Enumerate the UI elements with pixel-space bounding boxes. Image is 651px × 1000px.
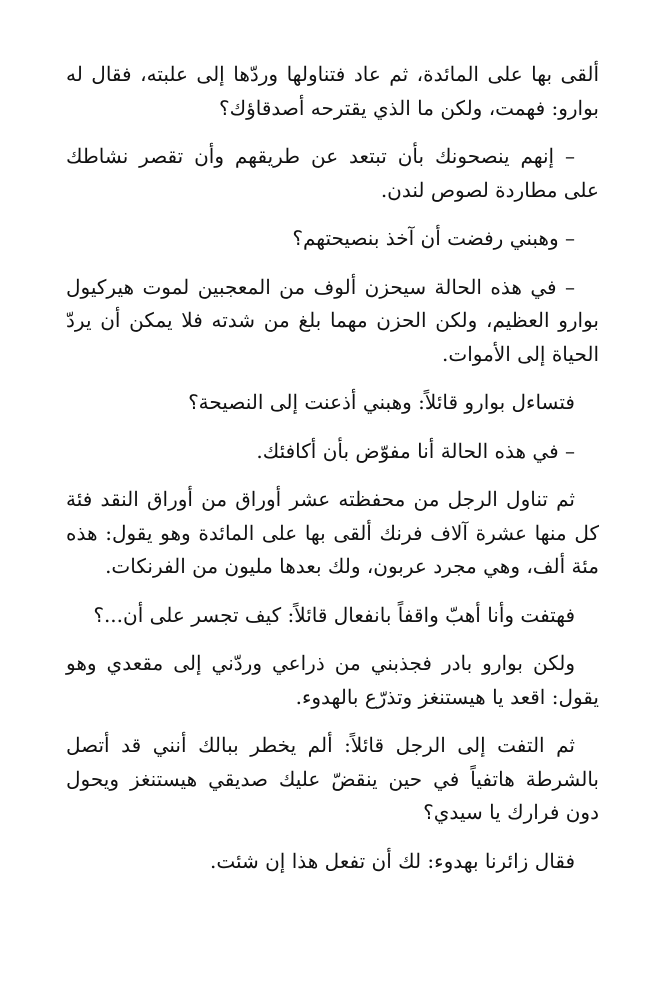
paragraph-3: – وهبني رفضت أن آخذ بنصيحتهم؟ <box>292 226 575 250</box>
paragraph-10: ثم التفت إلى الرجل قائلاً: ألم يخطر ببالك أنني قد أتصل بالشرطة هاتفياً في حين ينقضّ عليك صديقي هيستنغز ويحول دون فرارك يا سيدي؟ <box>66 733 599 824</box>
paragraph-5: فتساءل بوارو قائلاً: وهبني أذعنت إلى النصيحة؟ <box>188 390 575 414</box>
paragraph-1: ألقى بها على المائدة، ثم عاد فتناولها وردّها إلى علبته، فقال له بوارو: فهمت، ولكن ما الذي يقترحه أصدقاؤك؟ <box>66 62 599 120</box>
paragraph-6: – في هذه الحالة أنا مفوّض بأن أكافئك. <box>256 438 575 463</box>
paragraph-7: ثم تناول الرجل من محفظته عشر أوراق من أوراق النقد فئة كل منها عشرة آلاف فرنك ألقى بها على المائدة وهو يقول: هذه مئة ألف، وهي مجرد عربون، ولك بعدها مليون من الفرنكات. <box>66 487 599 578</box>
paragraph-8: فهتفت وأنا أهبّ واقفاً بانفعال قائلاً: كيف تجسر على أن...؟ <box>93 602 575 627</box>
paragraph-9: ولكن بوارو بادر فجذبني من ذراعي وردّني إلى مقعدي وهو يقول: اقعد يا هيستنغز وتذرّع بالهدوء. <box>66 651 599 709</box>
paragraph-4: – في هذه الحالة سيحزن ألوف من المعجبين لموت هيركيول بوارو العظيم، ولكن الحزن مهما بلغ من شدته فلا يمكن أن يردّ الحياة إلى الأموات. <box>66 274 599 366</box>
paragraph-2: – إنهم ينصحونك بأن تبتعد عن طريقهم وأن تقصر نشاطك على مطاردة لصوص لندن. <box>66 144 599 202</box>
paragraph-11: فقال زائرنا بهدوء: لك أن تفعل هذا إن شئت. <box>209 848 575 873</box>
